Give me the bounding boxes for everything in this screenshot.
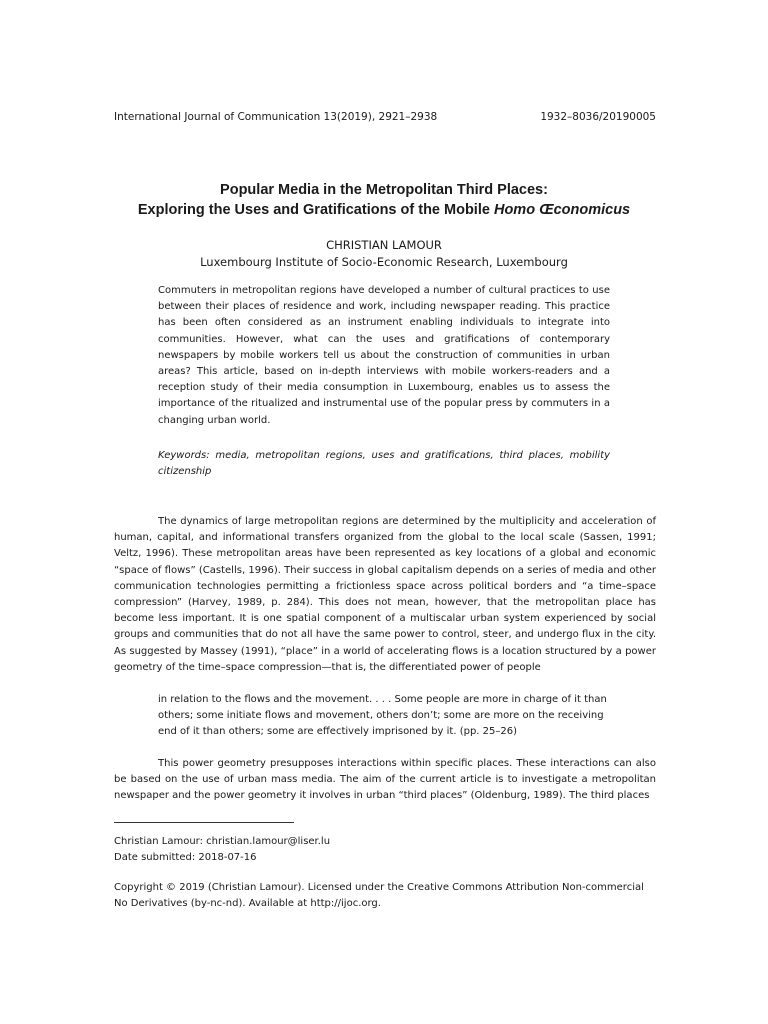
journal-citation: International Journal of Communication 13(2019), 2921–2938 xyxy=(114,111,438,123)
issn: 1932–8036/20190005 xyxy=(540,111,656,123)
keywords: Keywords: media, metropolitan regions, uses and gratifications, third places, mobility citizenship xyxy=(158,450,610,478)
block-quote: in relation to the flows and the movement. . . . Some people are more in charge of it than others; some initiate flows and movement, others don’t; some are more on the receiving end of it than others; some are effectively imprisoned by it. (pp. 25–26) xyxy=(158,694,607,738)
footnote-divider xyxy=(114,822,294,823)
author-block xyxy=(0,237,768,271)
author-contact: Christian Lamour: christian.lamour@liser.lu xyxy=(114,836,331,847)
running-header xyxy=(114,111,656,123)
title-line-1: Popular Media in the Metropolitan Third Places: xyxy=(220,182,548,198)
abstract: Commuters in metropolitan regions have developed a number of cultural practices to use between their places of residence and work, including newspaper reading. This practice has been often considered as an instrument enabling individuals to integrate into communities. However, what can the uses and gratifications of contemporary newspapers by mobile workers tell us about the construction of communities in urban areas? This article, based on in-depth interviews with mobile workers-readers and a reception study of their media consumption in Luxembourg, enables us to assess the importance of the ritualized and instrumental use of the popular press by commuters in a changing urban world. xyxy=(158,285,610,426)
author-affiliation: Luxembourg Institute of Socio-Economic Research, Luxembourg xyxy=(200,255,568,269)
author-name: CHRISTIAN LAMOUR xyxy=(326,238,442,252)
copyright-notice: Copyright © 2019 (Christian Lamour). Licensed under the Creative Commons Attribution Non-commercial No Derivatives (by-nc-nd). Available at http://ijoc.org. xyxy=(114,882,644,909)
footnote xyxy=(114,834,330,866)
body-paragraph-1: The dynamics of large metropolitan regions are determined by the multiplicity and acceleration of human, capital, and informational transfers organized from the global to the local scale (Sassen, 1991; Veltz, 1996). These metropolitan areas have been represented as key locations of a global and economic “space of flows” (Castells, 1996). Their success in global capitalism depends on a series of media and other communication technologies permitting a frictionless space across political borders and “a time–space compression” (Harvey, 1989, p. 284). This does not mean, however, that the metropolitan place has become less important. It is one spatial component of a multiscalar urban system experienced by social groups and communities that do not all have the same power to control, steer, and undergo flux in the city. As suggested by Massey (1991), “place” in a world of accelerating flows is a location structured by a power geometry of the time–space compression—that is, the differentiated power of people xyxy=(114,516,656,673)
title-line-2: Exploring the Uses and Gratifications of the Mobile Homo Œconomicus xyxy=(137,202,631,218)
article-title xyxy=(0,180,768,220)
date-submitted: Date submitted: 2018-07-16 xyxy=(114,852,257,863)
body-paragraph-2: This power geometry presupposes interactions within specific places. These interactions can also be based on the use of urban mass media. The aim of the current article is to investigate a metropolitan newspaper and the power geometry it involves in urban “third places” (Oldenburg, 1989). The third places xyxy=(114,758,656,802)
